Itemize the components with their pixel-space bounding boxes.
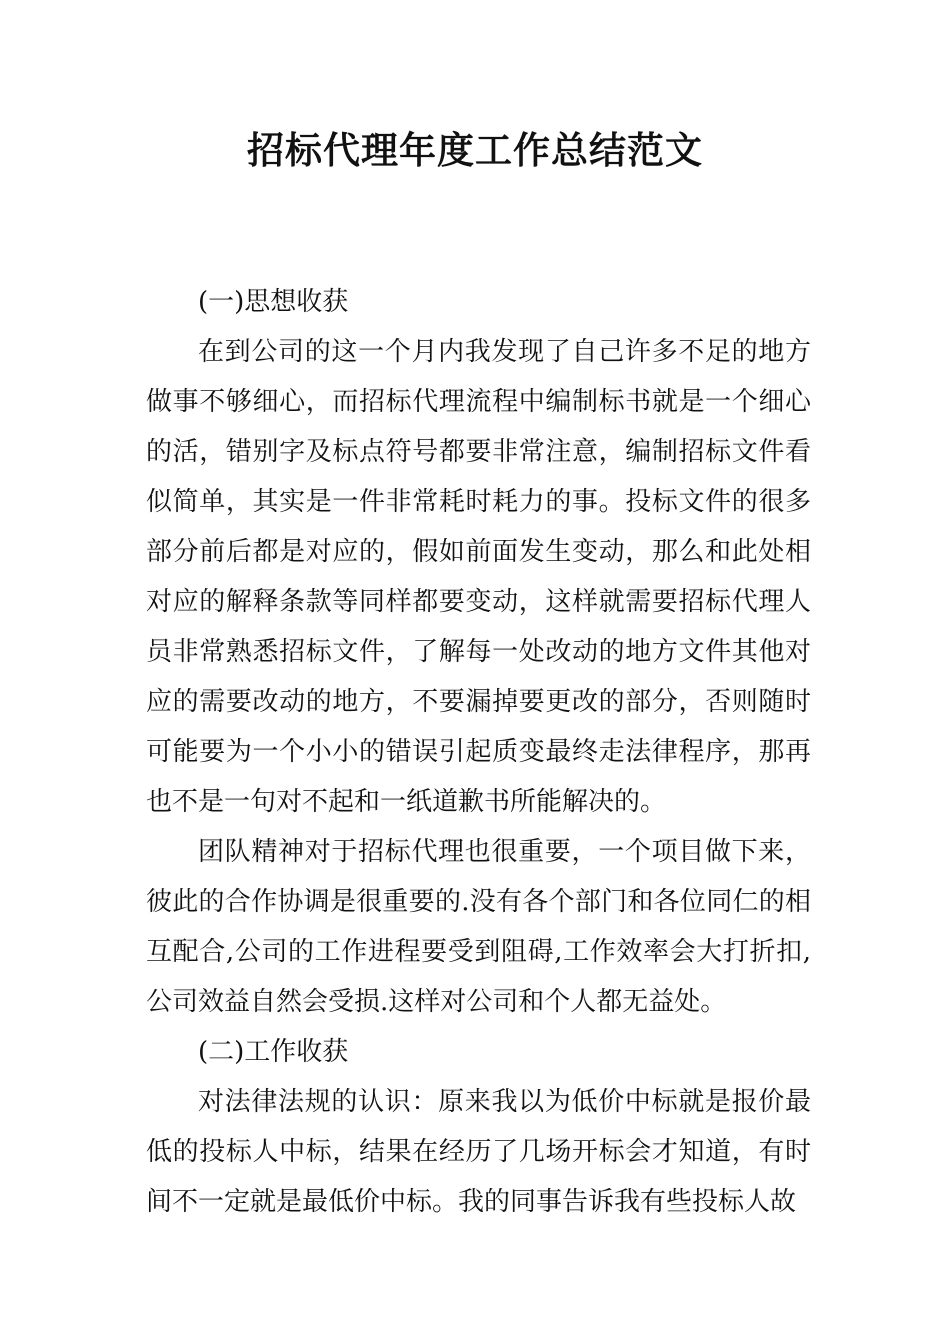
body-paragraph: 团队精神对于招标代理也很重要，一个项目做下来，彼此的合作协调是很重要的.没有各个部门和各位同仁的相互配合,公司的工作进程要受到阻碍,工作效率会大打折扣,公司效益自然会受损.这样对公司和个人都无益处。: [146, 837, 811, 1017]
document-title: 招标代理年度工作总结范文: [247, 129, 703, 172]
document-body: [146, 277, 811, 1227]
section-heading-thoughts: (一)思想收获: [198, 287, 349, 317]
body-paragraph: 在到公司的这一个月内我发现了自己许多不足的地方做事不够细心，而招标代理流程中编制标书就是一个细心的活，错别字及标点符号都要非常注意，编制招标文件看似简单，其实是一件非常耗时耗力的事。投标文件的很多部分前后都是对应的，假如前面发生变动，那么和此处相对应的解释条款等同样都要变动，这样就需要招标代理人员非常熟悉招标文件，了解每一处改动的地方文件其他对应的需要改动的地方，不要漏掉要更改的部分，否则随时可能要为一个小小的错误引起质变最终走法律程序，那再也不是一句对不起和一纸道歉书所能解决的。: [146, 337, 811, 817]
body-paragraph: 对法律法规的认识：原来我以为低价中标就是报价最低的投标人中标，结果在经历了几场开标会才知道，有时间不一定就是最低价中标。我的同事告诉我有些投标人故: [146, 1087, 811, 1217]
section-heading-work: (二)工作收获: [198, 1037, 349, 1067]
